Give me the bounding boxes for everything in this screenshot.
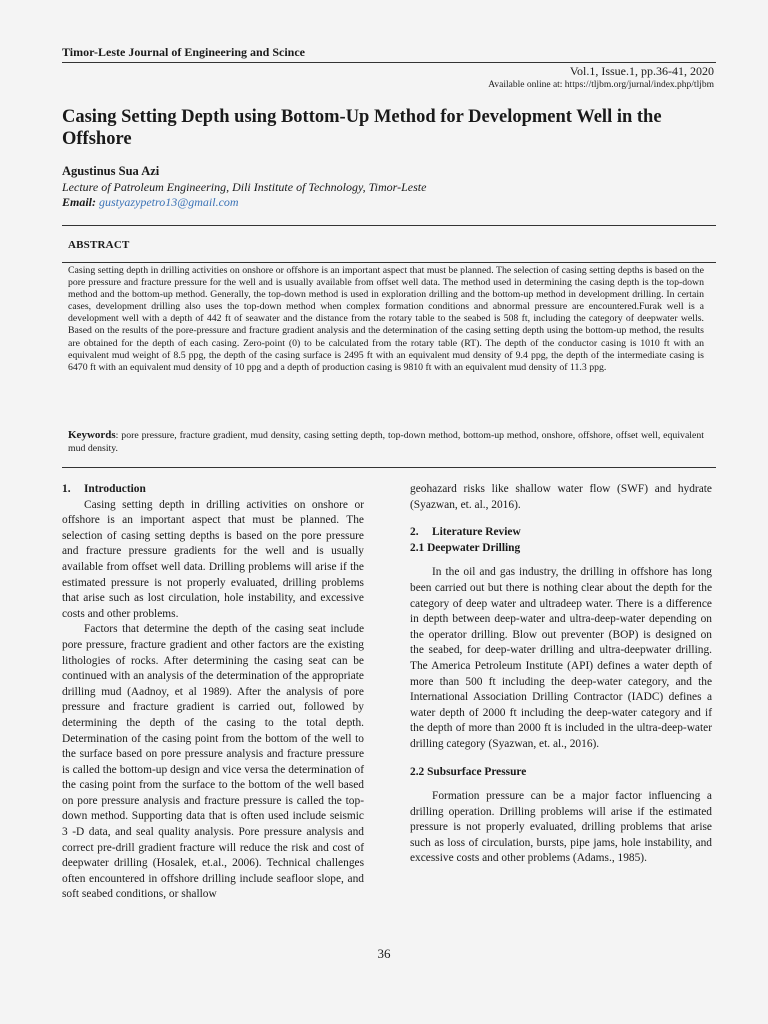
right-column — [410, 482, 712, 867]
subsection-heading-deepwater: 2.1 Deepwater Drilling — [410, 541, 521, 554]
intro-paragraph-1: Casing setting depth in drilling activities on onshore or offshore is an important aspect that must be planned. The selection of casing setting depths is based on the pore pressure and fracture pressure gradients for the well and is usually available from offset well data. Drilling problems will arise if the estimated pressure is not properly evaluated, drilling problems that arise such as lost circulation, hole instability, and excessive costs and other problems. — [62, 498, 364, 620]
email-label: Email: — [62, 195, 97, 209]
section-number: 1. — [62, 483, 71, 495]
left-column — [62, 482, 364, 903]
subsection-heading-subsurface: 2.2 Subsurface Pressure — [410, 765, 527, 778]
abstract-heading-rule — [62, 262, 716, 263]
volume-info: Vol.1, Issue.1, pp.36-41, 2020 — [569, 64, 714, 78]
section-number: 2. — [410, 526, 419, 539]
keywords-label: Keywords — [68, 429, 116, 441]
author-affiliation: Lecture of Patroleum Engineering, Dili Institute of Technology, Timor-Leste — [62, 180, 427, 194]
keywords-list: : pore pressure, fracture gradient, mud density, casing setting depth, top-down method, bottom-up method, onshore, offshore, offset well, equivalent mud density. — [68, 430, 704, 454]
keywords — [68, 429, 704, 455]
abstract-top-rule — [62, 225, 716, 226]
intro-paragraph-continued: geohazard risks like shallow water flow (SWF) and hydrate (Syazwan, et. al., 2016). — [410, 483, 712, 511]
author-email-line — [62, 195, 239, 210]
header-rule — [62, 62, 716, 63]
section-heading-literature-review — [410, 525, 712, 541]
section-heading-introduction — [62, 482, 364, 498]
abstract-bottom-rule — [62, 467, 716, 468]
email-link[interactable]: gustyazypetro13@gmail.com — [99, 195, 239, 209]
paper-title: Casing Setting Depth using Bottom-Up Method for Development Well in the Offshore — [62, 107, 662, 149]
journal-name: Timor-Leste Journal of Engineering and Scince — [62, 45, 305, 59]
section-title: Introduction — [84, 483, 146, 495]
abstract-heading: ABSTRACT — [68, 239, 130, 251]
deepwater-paragraph: In the oil and gas industry, the drilling in offshore has long been carried out but there is nothing clear about the depth for the category of deep water and ultradeep water. There is a difference in depth between deep-water and ultra-deep-water depending on the operator drilling. Blow out preventer (BOP) is designed on the seabed, for deep-water drilling and ultra-deepwater drilling. The America Petroleum Institute (API) defines a water depth of more than 500 ft including the deep-water category, and the International Association Drilling Contractor (IADC) defines a water depth of 2000 ft including the deep-water category and if the depth of more than 2000 ft is included in the ultra-deep-water drilling category (Syazwan, et. al., 2016). — [410, 566, 712, 750]
page-number: 36 — [377, 946, 391, 961]
intro-paragraph-2: Factors that determine the depth of the casing seat include pore pressure, fracture gradient and other factors are the existing lithologies of rocks. After determining the casing seat can be continued with an analysis of the determination of the appropriate drilling mud (Aadnoy, et al 1989). After the analysis of pore pressure and fracture gradient is carried out, followed by determining the depth of the casing to the total depth. Determination of the casing point from the bottom of the well to the surface based on pore pressure analysis and fracture pressure is called the bottom-up design and vice versa the determination of the casing point from the surface to the bottom of the well based on pore pressure analysis and fracture pressure is called the top-down method. Supporting data that is often used include seismic 3 -D data, and seal quality analysis. Pore pressure analysis and correct pre-drill gradient fracture will reduce the risk and cost of deepwater drilling (Hosalek, et.al., 2006). Technical challenges often encountered in offshore drilling include seafloor slope, and soft seabed conditions, or shallow — [62, 623, 364, 901]
author-name: Agustinus Sua Azi — [62, 164, 160, 178]
abstract-text: Casing setting depth in drilling activities on onshore or offshore is an important aspect that must be planned. The selection of casing setting depths is based on the pore pressure and fracture pressure for the well and is usually available from offset well data. The method used in determining the casing depth is the top-down method and the bottom-up method. Generally, the top-down method is used in exploration drilling and the bottom-up method in development drilling. In certain cases, development drilling also uses the top-down method when complex formation conditions and abnormal pressure are encountered.Furak well is a development well with a depth of 442 ft of seawater and the distance from the rotary table to the seabed is 508 ft, including the category of deepwater wells. Based on the results of the pore-pressure and fracture gradient analysis and the determination of the casing setting depth using the bottom-up method, the results are obtained for the depth of each casing. Zero-point (0) to be calculated from the rotary table (RT). The depth of the conductor casing is 1010 ft with an equivalent mud weight of 8.5 ppg, the depth of the casing surface is 2495 ft with an equivalent mud density of 9.4 ppg, the depth of the intermediate casing is 6470 ft with an equivalent mud density of 10 ppg and a depth of production casing is 9810 ft with an equivalent mud density of 11.3 ppg. — [68, 265, 704, 373]
subsurface-paragraph: Formation pressure can be a major factor influencing a drilling operation. Drilling problems will arise if the estimated pressure is not properly evaluated, drilling problems that arise such as loss of circulation, bursts, pipe jams, hole instability, and excessive costs and other problems (Adams., 1985). — [410, 790, 712, 865]
available-online: Available online at: https://tljbm.org/jurnal/index.php/tljbm — [488, 80, 714, 90]
section-title: Literature Review — [432, 526, 521, 539]
